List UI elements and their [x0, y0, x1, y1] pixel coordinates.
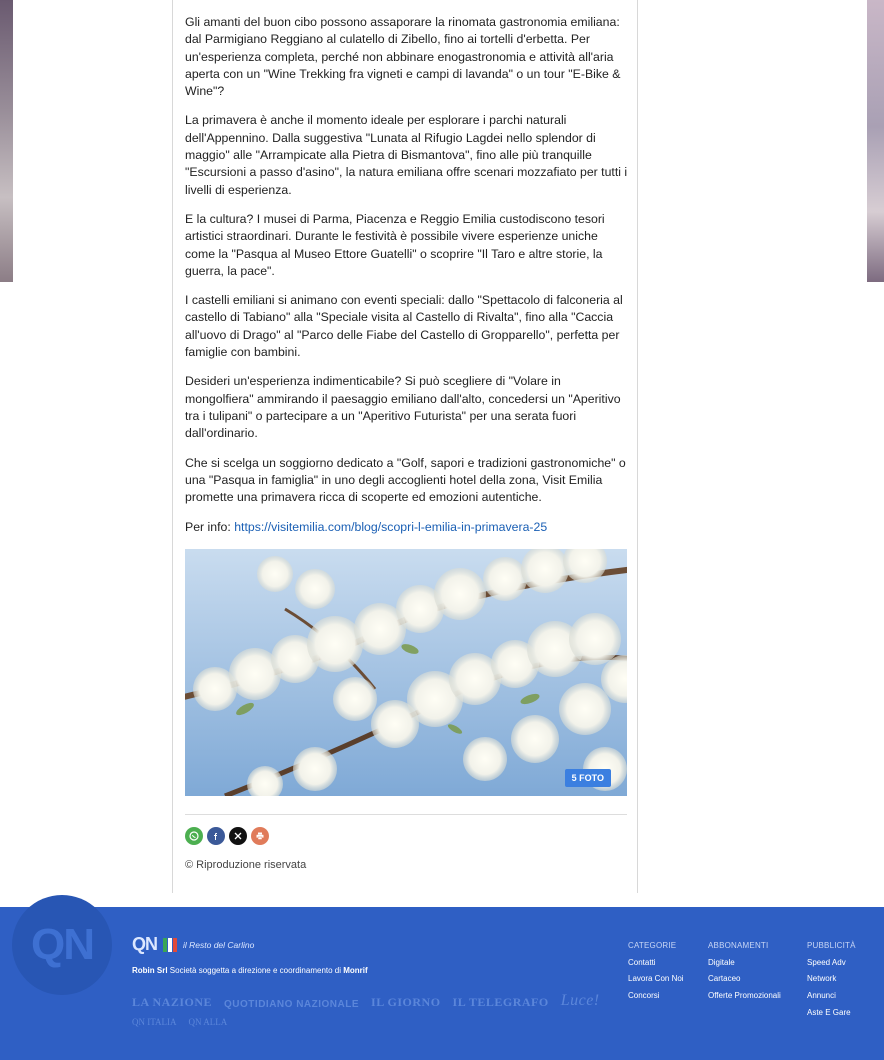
paragraph: Che si scelga un soggiorno dedicato a "Golf, sapori e tradizioni gastronomiche" o una "Pasqua in famiglia" in uno degli accoglienti hotel della zona, Visit Emilia promette una primavera ricca di scoperte ed emozioni autentiche.	[185, 455, 626, 505]
paragraph: Gli amanti del buon cibo possono assaporare la rinomata gastronomia emiliana: dal Parmigiano Reggiano al culatello di Zibello, fino ai tortelli d'erbetta. Per un'esperienza completa, perché non abbinare enogastronomia e attività all'aria aperta con un "Wine Trekking fra vigneti e campi di lavanda" o un tour "E-Bike & Wine"?	[185, 15, 621, 99]
article-body	[172, 0, 638, 893]
paragraph: I castelli emiliani si animano con eventi speciali: dallo "Spettacolo di falconeria al castello di Tabiano" alla "Speciale visita al Castello di Rivalta", fino alla "Caccia all'uovo di Drago" al "Parco delle Fiabe del Castello di Gropparello", perfetta per famiglie con bambini.	[185, 293, 623, 360]
footer-link[interactable]: Lavora Con Noi	[628, 974, 684, 984]
paragraph: La primavera è anche il momento ideale per esplorare i parchi naturali dell'Appennino. Dalla suggestiva "Lunata al Rifugio Lagdei nello splendor di maggio" alle "Arrampicate alla Pietra di Bismantova", fino alle più tranquille "Escursioni a passo d'asino", la natura emiliana offre scenari mozzafiato per tutti i livelli di esperienza.	[185, 113, 628, 197]
company-text: Società soggetta a direzione e coordinamento di	[167, 966, 344, 975]
whatsapp-icon[interactable]	[185, 827, 203, 845]
print-icon[interactable]	[251, 827, 269, 845]
column-heading: PUBBLICITÀ	[807, 941, 856, 950]
flag-stripe-icon	[163, 938, 177, 952]
x-icon[interactable]	[229, 827, 247, 845]
il-telegrafo-logo[interactable]: IL TELEGRAFO	[452, 995, 549, 1009]
company-owner: Monrif	[343, 966, 368, 975]
footer-link[interactable]: Aste E Gare	[807, 1007, 851, 1017]
il-giorno-logo[interactable]: IL GIORNO	[371, 995, 441, 1009]
share-bar	[185, 827, 269, 845]
qn-logo: QN	[132, 934, 157, 954]
la-nazione-logo[interactable]: LA NAZIONE	[132, 995, 213, 1009]
column-heading: ABBONAMENTI	[708, 941, 769, 950]
app-link[interactable]: QN ITALIA	[132, 1017, 177, 1027]
company-name: Robin Srl	[132, 966, 168, 975]
paragraph: E la cultura? I musei di Parma, Piacenza e Reggio Emilia custodiscono tesori artistici straordinari. Durante le festività è possibile vivere esperienze uniche come la "Pasqua al Museo Ettore Guatelli" o scoprire "Il Taro e altre storie, la guerra, la pace".	[185, 211, 605, 278]
facebook-icon[interactable]	[207, 827, 225, 845]
resto-del-carlino-logo: il Resto del Carlino	[183, 939, 255, 950]
app-links	[132, 1017, 227, 1027]
app-link[interactable]: QN ALLA	[188, 1017, 228, 1027]
footer-link[interactable]: Cartaceo	[708, 974, 741, 984]
column-heading: CATEGORIE	[628, 941, 677, 950]
copyright-notice: © Riproduzione riservata	[185, 859, 307, 871]
divider	[185, 814, 627, 815]
article-paragraphs	[185, 14, 629, 518]
footer-column-categorie	[628, 938, 684, 1005]
photo-gallery[interactable]	[185, 549, 627, 796]
newspaper-logos	[132, 992, 600, 1010]
info-line	[185, 519, 547, 536]
footer-brand[interactable]	[132, 934, 254, 955]
footer-column-pubblicita	[807, 938, 856, 1022]
info-label: Per info:	[185, 520, 235, 534]
quotidiano-nazionale-logo[interactable]: QUOTIDIANO NAZIONALE	[224, 999, 360, 1010]
footer-link[interactable]: Concorsi	[628, 991, 660, 1001]
blossom-photo	[185, 549, 627, 796]
luce-logo[interactable]: Luce!	[560, 992, 600, 1009]
site-footer	[0, 907, 884, 1060]
background-image-left	[0, 0, 13, 282]
footer-link[interactable]: Annunci	[807, 991, 836, 1001]
company-info	[132, 966, 368, 975]
footer-link[interactable]: Digitale	[708, 957, 735, 967]
qn-circle-logo: QN	[12, 895, 112, 995]
photo-count-badge[interactable]: 5 FOTO	[565, 769, 611, 787]
footer-link[interactable]: Contatti	[628, 957, 656, 967]
footer-column-abbonamenti	[708, 938, 781, 1005]
info-link[interactable]: https://visitemilia.com/blog/scopri-l-emilia-in-primavera-25	[234, 520, 548, 534]
footer-link[interactable]: Network	[807, 974, 837, 984]
background-image-right	[867, 0, 884, 282]
footer-link[interactable]: Speed Adv	[807, 957, 846, 967]
paragraph: Desideri un'esperienza indimenticabile? Si può scegliere di "Volare in mongolfiera" ammirando il paesaggio emiliano dall'alto, concedersi un "Aperitivo tra i tulipani" o partecipare a un "Aperitivo Futurista" per una serata fuori dall'ordinario.	[185, 374, 621, 441]
footer-link[interactable]: Offerte Promozionali	[708, 991, 781, 1001]
